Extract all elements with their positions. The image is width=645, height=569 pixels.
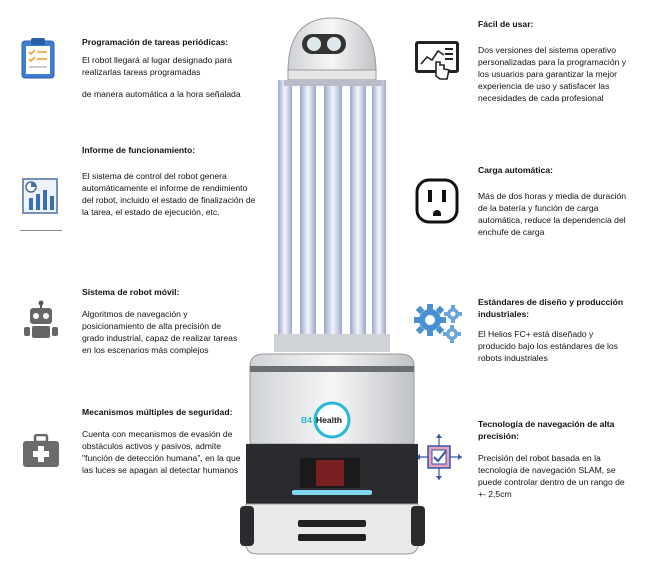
feature-body-continued: de manera automática a la hora señalada [82, 89, 241, 99]
feature-seguridad [82, 406, 242, 476]
feature-body: Precisión del robot basada en la tecnología de navegación SLAM, se puede controlar dentro de un rango de +- 2,5cm [478, 453, 625, 499]
feature-sistema-robot [82, 286, 242, 356]
feature-title: Mecanismos múltiples de seguridad: [82, 407, 233, 417]
feature-body: Dos versiones del sistema operativo personalizadas para la programación y los usuarios para garantizar la mejor experiencia de uso y satisfacer las necesidades de cada profesional [478, 45, 627, 103]
clipboard-checklist-icon [20, 36, 56, 80]
feature-facil-usar [478, 18, 628, 104]
feature-title: Tecnología de navegación de alta precisión: [478, 419, 615, 441]
first-aid-kit-icon [22, 434, 60, 468]
feature-body: El sistema de control del robot genera automáticamente el informe de rendimiento del robot, incluido el estado de finalización de la tarea, el estado de ejecución, etc. [82, 171, 256, 217]
feature-body: Cuenta con mecanismos de evasión de obstáculos activos y pasivos, admite "función de detección humana", en la que las luces se apagan al detectar humanos [82, 429, 241, 475]
feature-programacion [82, 36, 252, 100]
feature-body: Más de dos horas y media de duración de la batería y función de carga automática, reduce la dependencia del enchufe de carga [478, 191, 627, 237]
feature-body: El robot llegará al lugar designado para realizarlas tareas programadas [82, 55, 233, 77]
feature-title: Programación de tareas periódicas: [82, 37, 229, 47]
bar-chart-report-icon [20, 176, 60, 216]
divider [20, 230, 62, 231]
feature-title: Fácil de usar: [478, 19, 534, 29]
feature-title: Informe de funcionamiento: [82, 145, 196, 155]
feature-body: Algoritmos de navegación y posicionamiento de alta precisión de grado industrial, capaz de realizar tareas en los escenarios más complejos [82, 309, 238, 355]
feature-estandares [478, 296, 628, 364]
feature-navegacion [478, 418, 633, 500]
feature-title: Estándares de diseño y producción industriales: [478, 297, 624, 319]
logo-text-left: B4 [301, 415, 312, 425]
feature-title: Carga automática: [478, 165, 553, 175]
feature-carga [478, 164, 628, 238]
uv-disinfection-robot-image [240, 14, 425, 562]
logo-text-right: Health [316, 415, 342, 425]
feature-informe [82, 144, 257, 218]
robot-icon [22, 300, 60, 342]
feature-body: El Helios FC+ está diseñado y producido bajo los estándares de los robots industriales [478, 329, 618, 363]
feature-title: Sistema de robot móvil: [82, 287, 180, 297]
